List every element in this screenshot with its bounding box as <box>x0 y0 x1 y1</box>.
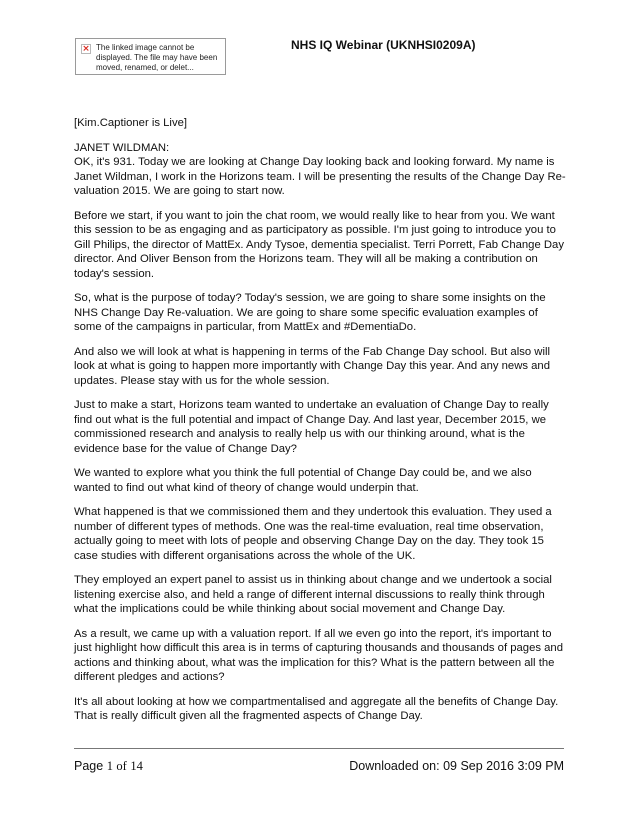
page-title: NHS IQ Webinar (UKNHSI0209A) <box>291 38 476 52</box>
paragraph: OK, it's 931. Today we are looking at Change Day looking back and looking forward. My name is Janet Wildman, I work in the Horizons team. I will be presenting the results of the Change Day Re-valuation 2015. We are going to start now. <box>74 156 566 197</box>
page-number <box>74 759 143 774</box>
broken-image-icon: × <box>82 44 90 54</box>
paragraph: It's all about looking at how we compartmentalised and aggregate all the benefits of Change Day. That is really difficult given all the fragmented aspects of Change Day. <box>74 695 559 722</box>
paragraph: And also we will look at what is happening in terms of the Fab Change Day school. But also will look at what is going to happen more importantly with Change Day this year. And any news and updates. Please stay with us for the whole session. <box>74 345 551 387</box>
caption-status: [Kim.Captioner is Live] <box>74 117 188 129</box>
download-timestamp: Downloaded on: 09 Sep 2016 3:09 PM <box>349 759 564 773</box>
speaker-name: JANET WILDMAN: <box>74 141 170 154</box>
paragraph: Just to make a start, Horizons team wanted to undertake an evaluation of Change Day to really find out what is the full potential and impact of Change Day. And last year, December 2015, we commissioned research and analysis to really help us with our thinking around, what is the evidence base for the value of Change Day? <box>74 399 549 455</box>
footer-divider <box>74 748 564 749</box>
page-prefix: Page <box>74 759 104 773</box>
paragraph: They employed an expert panel to assist us in thinking about change and we undertook a social listening exercise also, and held a range of different internal discussions to really think through what the implications could be while thinking about social movement and Change Day. <box>74 574 552 615</box>
page-total: 14 <box>130 759 143 773</box>
transcript-body <box>74 116 566 734</box>
paragraph: What happened is that we commissioned them and they undertook this evaluation. They used a number of different types of methods. One was the real-time evaluation, real time observation, actually going to meet with lots of people and observing Change Day on the day. They took 15 case studies with different organisations across the whole of the UK. <box>74 506 552 562</box>
paragraph: We wanted to explore what you think the full potential of Change Day could be, and we also wanted to find out what kind of theory of change would underpin that. <box>74 467 532 494</box>
broken-image-placeholder <box>75 38 226 75</box>
speaker-block <box>74 141 566 199</box>
paragraph: So, what is the purpose of today? Today's session, we are going to share some insights on the NHS Change Day Re-valuation. We are going to share some specific evaluation examples of some of the campaigns in particular, from MattEx and #DementiaDo. <box>74 292 546 333</box>
page-current: 1 <box>106 759 113 773</box>
page-of: of <box>116 759 127 773</box>
paragraph: As a result, we came up with a valuation report. If all we even go into the report, it's important to just highlight how difficult this area is in terms of capturing thousands and thousands of pages and actions and thinking about, what was the implication for this? What is the pattern between all the different pledges and actions? <box>74 627 563 683</box>
paragraph: Before we start, if you want to join the chat room, we would really like to hear from you. We want this session to be as engaging and as participatory as possible. I'm just going to introduce you to Gill Philips, the director of MattEx. Andy Tysoe, dementia specialist. Terri Porrett, Fab Change Day director. And Oliver Benson from the Horizons team. They will all be making a contribution on today's session. <box>74 209 564 280</box>
broken-image-message: The linked image cannot be displayed. The file may have been moved, renamed, or delet... <box>96 43 218 72</box>
